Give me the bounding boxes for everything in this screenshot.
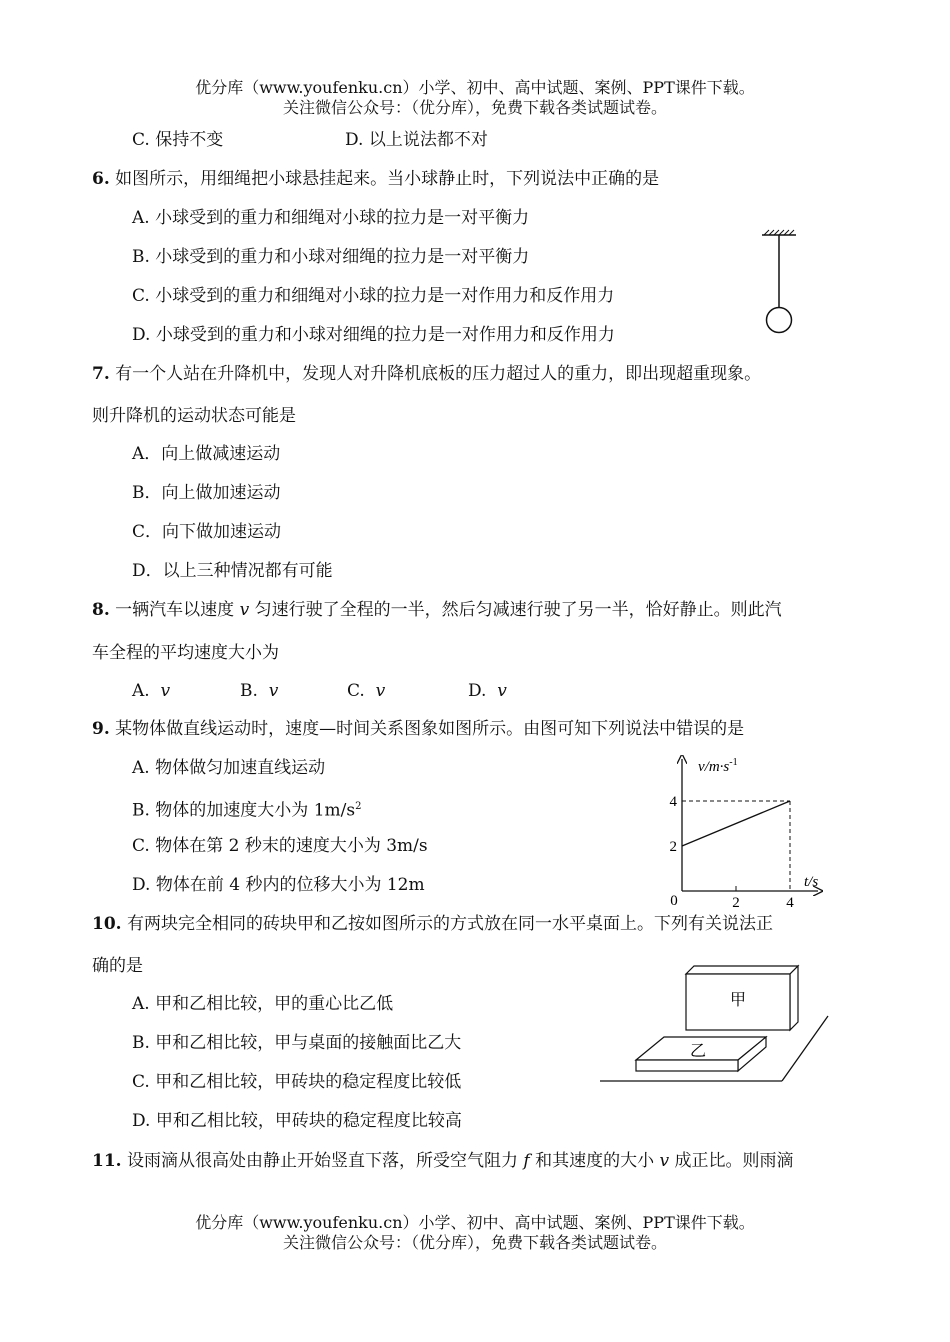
q11-stem xyxy=(92,1150,794,1172)
q6-option-b: B. 小球受到的重力和小球对细绳的拉力是一对平衡力 xyxy=(132,247,530,267)
y-axis-label-text: v/m·s xyxy=(698,759,730,775)
q8-number: 8. xyxy=(92,600,110,620)
brick-jia xyxy=(686,966,798,1030)
q8-option-a-var: v xyxy=(160,681,171,701)
q8-option-b-label: B. xyxy=(240,681,258,701)
q8-option-b xyxy=(240,680,278,702)
q9-option-b-text: B. 物体的加速度大小为 1m/s xyxy=(132,800,356,821)
q7-stem-line2: 则升降机的运动状态可能是 xyxy=(92,406,296,426)
q8-option-a xyxy=(132,680,170,702)
q11-stem-c: 成正比。则雨滴 xyxy=(669,1151,794,1171)
q8-stem-text1b: 匀速行驶了全程的一半，然后匀减速行驶了另一半，恰好静止。则此汽 xyxy=(249,600,782,620)
q8-stem-line1 xyxy=(92,599,782,621)
q6-option-a: A. 小球受到的重力和细绳对小球的拉力是一对平衡力 xyxy=(132,208,530,228)
page-footer-line1: 优分库（www.youfenku.cn）小学、初中、高中试题、案例、PPT课件下载。 xyxy=(195,1213,755,1232)
q10-option-d: D. 甲和乙相比较，甲砖块的稳定程度比较高 xyxy=(132,1111,462,1131)
q7-number: 7. xyxy=(92,364,110,384)
q7-option-b: B．向上做加速运动 xyxy=(132,483,281,503)
q11-stem-b: 和其速度的大小 xyxy=(529,1151,660,1171)
x-axis-label: t/s xyxy=(804,874,819,890)
q6-stem xyxy=(92,168,659,190)
page-header-line2: 关注微信公众号：（优分库），免费下载各类试题试卷。 xyxy=(282,98,667,117)
q9-stem xyxy=(92,718,744,740)
q10-number: 10. xyxy=(92,914,122,934)
y-tick-label-4: 4 xyxy=(669,794,677,810)
q11-var-f: f xyxy=(523,1151,530,1171)
q7-option-a: A．向上做减速运动 xyxy=(132,444,281,464)
q9-option-d: D. 物体在前 4 秒内的位移大小为 12m xyxy=(132,875,425,895)
q8-option-d-var: v xyxy=(497,681,507,701)
q7-stem-line1 xyxy=(92,363,761,385)
q5-option-d: D. 以上说法都不对 xyxy=(345,130,488,150)
velocity-line xyxy=(682,801,790,846)
q6-stem-text: 如图所示，用细绳把小球悬挂起来。当小球静止时，下列说法中正确的是 xyxy=(115,169,660,189)
q8-stem-line2: 车全程的平均速度大小为 xyxy=(92,643,279,663)
q8-option-c-label: C. xyxy=(347,681,365,701)
q9-option-a: A. 物体做匀加速直线运动 xyxy=(132,758,326,778)
q9-option-b-sup: 2 xyxy=(355,801,362,812)
q6-option-c: C. 小球受到的重力和细绳对小球的拉力是一对作用力和反作用力 xyxy=(132,286,615,306)
q8-option-a-label: A. xyxy=(132,681,150,701)
ball xyxy=(767,308,792,333)
q11-var-v: v xyxy=(659,1151,670,1171)
q8-stem-text1a: 一辆汽车以速度 xyxy=(115,600,240,620)
q10-stem-text1: 有两块完全相同的砖块甲和乙按如图所示的方式放在同一水平桌面上。下列有关说法正 xyxy=(126,914,773,934)
q7-option-d: D．以上三种情况都有可能 xyxy=(132,561,333,581)
vt-chart xyxy=(660,755,835,910)
q7-option-c: C．向下做加速运动 xyxy=(132,522,282,542)
q10-stem-line1 xyxy=(92,913,773,935)
brick-yi-label: 乙 xyxy=(689,1041,707,1060)
brick-jia-label: 甲 xyxy=(729,990,747,1009)
brick-yi xyxy=(636,1037,766,1071)
q11-stem-a: 设雨滴从很高处由静止开始竖直下落，所受空气阻力 xyxy=(126,1151,524,1171)
q10-stem-line2: 确的是 xyxy=(92,956,143,976)
x-tick-label-4: 4 xyxy=(786,895,794,910)
q6-number: 6. xyxy=(92,169,110,189)
q9-option-c: C. 物体在第 2 秒末的速度大小为 3m/s xyxy=(132,836,428,856)
y-tick-label-2: 2 xyxy=(669,839,677,855)
page-header-line1: 优分库（www.youfenku.cn）小学、初中、高中试题、案例、PPT课件下载。 xyxy=(195,78,755,97)
q8-var-v: v xyxy=(239,600,250,620)
q11-number: 11. xyxy=(92,1151,122,1171)
y-axis-label xyxy=(698,757,738,775)
q7-stem-text1: 有一个人站在升降机中，发现人对升降机底板的压力超过人的重力，即出现超重现象。 xyxy=(115,364,762,384)
y-axis-label-sup: -1 xyxy=(729,757,738,768)
q8-option-c-var: v xyxy=(375,681,386,701)
q8-option-d-label: D. xyxy=(468,681,487,701)
q6-option-d: D. 小球受到的重力和小球对细绳的拉力是一对作用力和反作用力 xyxy=(132,325,615,345)
q9-stem-text: 某物体做直线运动时，速度—时间关系图象如图所示。由图可知下列说法中错误的是 xyxy=(115,719,745,739)
page-footer-line2: 关注微信公众号：（优分库），免费下载各类试题试卷。 xyxy=(282,1233,667,1252)
q8-option-d xyxy=(468,680,507,702)
bricks-figure xyxy=(598,960,833,1085)
q5-option-c: C. 保持不变 xyxy=(132,130,224,150)
x-tick-label-2: 2 xyxy=(732,895,740,910)
pendulum-figure xyxy=(756,226,806,338)
q8-option-b-var: v xyxy=(268,681,279,701)
q9-number: 9. xyxy=(92,719,110,739)
q10-option-a: A. 甲和乙相比较，甲的重心比乙低 xyxy=(132,994,394,1014)
q8-option-c xyxy=(347,680,385,702)
q10-option-b: B. 甲和乙相比较，甲与桌面的接触面比乙大 xyxy=(132,1033,462,1053)
origin-label: 0 xyxy=(670,893,678,909)
q10-option-c: C. 甲和乙相比较，甲砖块的稳定程度比较低 xyxy=(132,1072,462,1092)
q9-option-b xyxy=(132,796,361,822)
